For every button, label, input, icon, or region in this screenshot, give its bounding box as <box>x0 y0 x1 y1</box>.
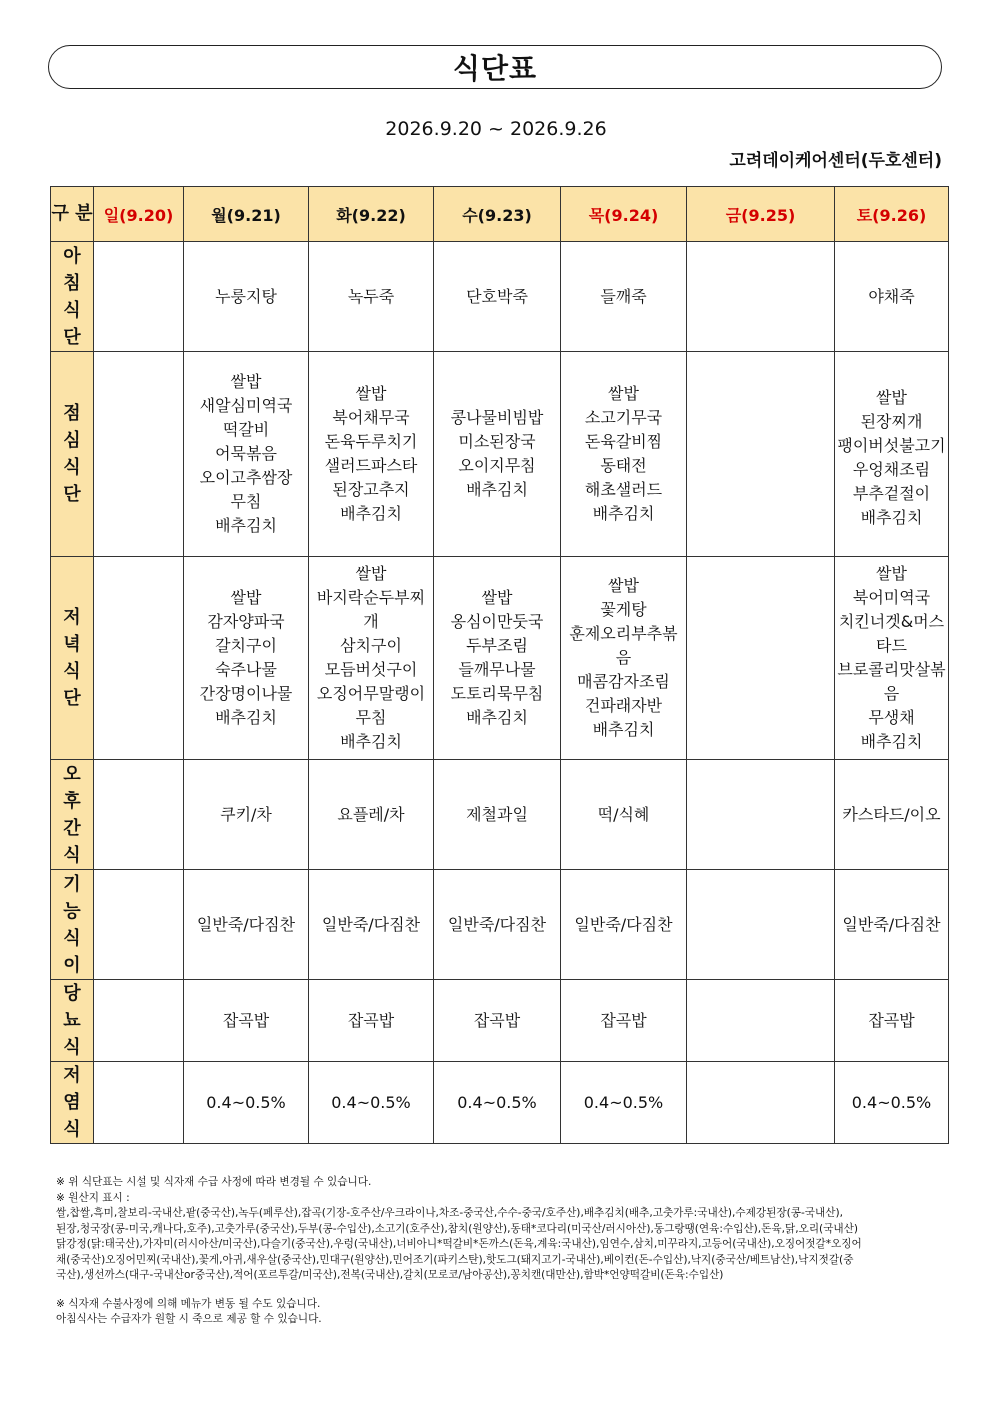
menu-item: 타드 <box>876 636 907 655</box>
meal-row <box>51 557 949 760</box>
menu-cell <box>687 870 835 980</box>
menu-cell <box>309 557 434 760</box>
menu-cell <box>94 557 184 760</box>
menu-cell <box>687 1062 835 1144</box>
row-label <box>51 1062 94 1144</box>
menu-item: 돈육갈비찜 <box>584 432 663 451</box>
menu-cell <box>94 760 184 870</box>
menu-item: 해초샐러드 <box>584 480 663 499</box>
menu-item: 0.4~0.5% <box>583 1092 664 1112</box>
menu-item: 음 <box>883 684 900 703</box>
day-header: 토(9.26) <box>835 187 949 242</box>
menu-item: 배추김치 <box>340 732 402 751</box>
row-label <box>51 980 94 1062</box>
menu-item: 일반죽/다짐찬 <box>196 914 296 934</box>
note-line: 된장,청국장(콩-미국,캐나다,호주),고춧가루(중국산),두부(콩-수입산),소고기(호주산),참치(원양산),동태*코다리(미국산/러시아산),동그랑땡(연육:수입산),돈육,닭,오리(국내산) <box>56 1222 859 1235</box>
menu-cell <box>309 760 434 870</box>
menu-item: 치킨너겟&머스 <box>838 612 945 631</box>
menu-item: 바지락순두부찌 <box>316 588 426 607</box>
menu-item: 일반죽/다짐찬 <box>842 914 941 934</box>
menu-cell <box>561 1062 687 1144</box>
menu-item: 무침 <box>230 492 262 511</box>
menu-item: 들깨죽 <box>600 286 647 306</box>
menu-item: 우엉채조림 <box>852 460 931 479</box>
note-line: 채(중국산)오징어민찌(국내산),꽃게,아귀,새우살(중국산),민대구(원양산),민어조기(파키스탄),핫도그(돼지고기-국내산),베이컨(돈-수입산),낙지(중국산/베트남산),낙지젓갈(중 <box>56 1253 854 1266</box>
menu-item: 브로콜리맛살볶 <box>837 660 946 679</box>
menu-cell <box>184 980 309 1062</box>
row-label-char: 간 <box>63 817 81 839</box>
menu-item: 쌀밥 <box>608 384 639 403</box>
menu-item: 야채죽 <box>868 286 915 306</box>
menu-item: 쌀밥 <box>355 384 387 403</box>
menu-cell <box>94 980 184 1062</box>
notes <box>56 1175 938 1328</box>
menu-item: 된장고추지 <box>332 480 410 499</box>
row-label-char: 녁 <box>63 634 81 655</box>
day-header: 금(9.25) <box>687 187 835 242</box>
menu-item: 콩나물비빔밥 <box>450 408 544 427</box>
menu-item: 쌀밥 <box>481 588 513 607</box>
menu-item: 제철과일 <box>466 804 528 824</box>
menu-item: 오징어무말랭이 <box>316 684 426 703</box>
meal-row <box>51 1062 949 1144</box>
menu-item: 단호박죽 <box>466 286 528 306</box>
menu-item: 누룽지탕 <box>215 286 277 306</box>
row-label-char: 기 <box>63 873 81 895</box>
menu-cell <box>561 980 687 1062</box>
notes-gap <box>56 1284 938 1297</box>
menu-cell <box>835 980 949 1062</box>
menu-cell <box>94 1062 184 1144</box>
corner-cell <box>51 187 94 242</box>
note-line: ※ 식자재 수불사정에 의해 메뉴가 변동 될 수도 있습니다. <box>56 1297 321 1310</box>
menu-body <box>51 242 949 1144</box>
menu-item: 매콤감자조림 <box>577 672 670 691</box>
menu-item: 일반죽/다짐찬 <box>447 914 547 934</box>
menu-item: 어묵볶음 <box>215 444 277 463</box>
note-line: 닭강정(닭:태국산),가자미(러시아산/미국산),다슬기(중국산),우렁(국내산),너비아니*떡갈비*돈까스(돈육,계육:국내산),임연수,삼치,미꾸라지,고등어(국내산),오징어젓갈*오징어 <box>56 1238 862 1250</box>
menu-item: 두부조림 <box>466 636 528 655</box>
menu-item <box>835 378 948 386</box>
day-header: 화(9.22) <box>309 187 434 242</box>
page-title: 식단표 <box>452 52 538 85</box>
menu-cell <box>434 557 561 760</box>
menu-item: 배추김치 <box>592 720 655 739</box>
row-label-char: 염 <box>63 1092 81 1113</box>
menu-item: 꽃게탕 <box>600 600 647 619</box>
menu-item: 배추김치 <box>860 508 923 527</box>
menu-item: 미소된장국 <box>458 432 536 451</box>
menu-item: 0.4~0.5% <box>851 1092 932 1112</box>
menu-cell <box>94 242 184 352</box>
meal-row <box>51 760 949 870</box>
menu-item: 배추김치 <box>466 708 528 727</box>
row-label-char: 점 <box>63 403 81 424</box>
day-header: 목(9.24) <box>561 187 687 242</box>
title-box <box>48 45 942 89</box>
menu-cell <box>94 870 184 980</box>
note-line: 국산),생선까스(대구-국내산or중국산),적어(포르투갈/미국산),전복(국내산),갈치(모로코/남아공산),꽁치캔(대만산),함박*언양떡갈비(돈육:수입산) <box>56 1269 724 1281</box>
menu-item: 잡곡밥 <box>600 1010 647 1030</box>
menu-cell <box>184 352 309 557</box>
menu-item: 배추김치 <box>215 708 277 727</box>
center-name: 고려데이케어센터(두호센터) <box>729 151 942 171</box>
row-label <box>51 352 94 557</box>
menu-cell <box>434 242 561 352</box>
row-label-char: 저 <box>63 607 81 628</box>
menu-cell <box>561 352 687 557</box>
menu-item: 잡곡밥 <box>347 1010 395 1030</box>
row-label-char: 단 <box>63 688 81 709</box>
menu-item: 일반죽/다짐찬 <box>321 914 421 934</box>
menu-item: 모듬버섯구이 <box>324 660 418 679</box>
row-label-char: 식 <box>63 1119 81 1140</box>
menu-item: 배추김치 <box>860 732 923 751</box>
menu-item: 쿠키/차 <box>220 804 272 824</box>
menu-item: 건파래자반 <box>584 696 663 715</box>
menu-cell <box>687 980 835 1062</box>
menu-cell <box>309 242 434 352</box>
menu-item: 옹심이만둣국 <box>450 612 544 631</box>
note-line: 아침식사는 수급자가 원할 시 죽으로 제공 할 수 있습니다. <box>56 1313 322 1325</box>
header-row <box>51 187 949 242</box>
menu-item: 쌀밥 <box>355 564 387 583</box>
menu-item: 잡곡밥 <box>868 1010 915 1030</box>
menu-item: 잡곡밥 <box>473 1010 521 1030</box>
menu-cell <box>687 760 835 870</box>
menu-cell <box>561 870 687 980</box>
menu-cell <box>184 557 309 760</box>
menu-cell <box>561 557 687 760</box>
meal-row <box>51 352 949 557</box>
menu-cell <box>184 1062 309 1144</box>
menu-cell <box>835 242 949 352</box>
row-label-char: 식 <box>63 1037 81 1058</box>
corner-label-2: 분 <box>75 203 93 224</box>
row-label-char: 식 <box>63 661 81 682</box>
row-label-char: 아 <box>63 245 81 267</box>
row-label <box>51 870 94 980</box>
row-label-char: 후 <box>63 790 81 812</box>
menu-item: 동태전 <box>600 456 647 475</box>
menu-cell <box>434 870 561 980</box>
menu-item: 0.4~0.5% <box>206 1092 286 1112</box>
menu-item: 잡곡밥 <box>222 1010 270 1030</box>
menu-item: 배추김치 <box>466 480 528 499</box>
menu-cell <box>561 760 687 870</box>
row-label-char: 식 <box>63 457 81 478</box>
row-label-char: 단 <box>63 326 81 348</box>
menu-item: 돈육두루치기 <box>324 432 418 451</box>
menu-item: 소고기무국 <box>584 408 663 427</box>
menu-cell <box>687 242 835 352</box>
menu-item: 훈제오리부추볶 <box>569 624 678 643</box>
menu-cell <box>835 870 949 980</box>
menu-item: 된장찌개 <box>860 412 923 431</box>
menu-cell <box>184 760 309 870</box>
row-label-char: 저 <box>63 1065 81 1086</box>
menu-cell <box>835 352 949 557</box>
menu-item: 샐러드파스타 <box>324 456 418 475</box>
menu-item: 북어미역국 <box>852 588 931 607</box>
menu-item: 쌀밥 <box>230 588 262 607</box>
menu-item: 새알심미역국 <box>199 396 293 415</box>
menu-item: 카스타드/이오 <box>842 804 941 824</box>
menu-item: 0.4~0.5% <box>331 1092 411 1112</box>
menu-cell <box>434 760 561 870</box>
menu-item: 떡갈비 <box>222 420 270 439</box>
row-label-char: 식 <box>63 299 81 321</box>
menu-item: 배추김치 <box>592 504 655 523</box>
menu-item: 음 <box>615 648 632 667</box>
row-label-char: 이 <box>63 954 81 976</box>
row-label-char: 침 <box>63 272 81 294</box>
menu-item: 배추김치 <box>340 504 402 523</box>
menu-cell <box>184 870 309 980</box>
menu-item: 무생채 <box>868 708 915 727</box>
menu-item: 숙주나물 <box>215 660 277 679</box>
menu-item: 삼치구이 <box>340 636 402 655</box>
menu-item: 떡/식혜 <box>597 804 650 824</box>
menu-item: 요플레/차 <box>337 804 405 824</box>
menu-cell <box>184 242 309 352</box>
row-label-char: 오 <box>63 763 81 785</box>
row-label <box>51 557 94 760</box>
menu-item: 0.4~0.5% <box>457 1092 537 1112</box>
menu-item: 오이지무침 <box>458 456 536 475</box>
date-range: 2026.9.20 ~ 2026.9.26 <box>385 118 607 140</box>
menu-cell <box>309 870 434 980</box>
menu-cell <box>561 242 687 352</box>
menu-item: 녹두죽 <box>347 286 395 306</box>
menu-cell <box>835 760 949 870</box>
row-label-char: 단 <box>63 484 81 505</box>
menu-cell <box>434 980 561 1062</box>
menu-cell <box>687 557 835 760</box>
menu-table <box>50 186 949 1144</box>
menu-item: 간장명이나물 <box>199 684 293 703</box>
menu-item: 쌀밥 <box>230 372 262 391</box>
menu-item: 감자양파국 <box>207 612 285 631</box>
menu-item: 쌀밥 <box>876 388 907 407</box>
row-label <box>51 760 94 870</box>
row-label-char: 식 <box>63 927 81 949</box>
meal-row <box>51 242 949 352</box>
menu-item: 일반죽/다짐찬 <box>574 914 673 934</box>
row-label-char: 능 <box>63 900 81 922</box>
menu-item: 쌀밥 <box>608 576 639 595</box>
menu-cell <box>835 557 949 760</box>
menu-item: 배추김치 <box>215 516 277 535</box>
menu-item: 무침 <box>355 708 387 727</box>
row-label-char: 심 <box>63 430 81 451</box>
row-label-char: 식 <box>63 844 81 866</box>
menu-item: 갈치구이 <box>215 636 277 655</box>
row-label-char: 뇨 <box>63 1010 81 1031</box>
day-header: 수(9.23) <box>434 187 561 242</box>
row-label <box>51 242 94 352</box>
menu-item: 북어채무국 <box>332 408 410 427</box>
menu-cell <box>309 980 434 1062</box>
menu-item: 도토리묵무침 <box>450 684 544 703</box>
menu-item: 개 <box>363 612 379 631</box>
note-line: ※ 원산지 표시 : <box>56 1191 130 1204</box>
day-header: 월(9.21) <box>184 187 309 242</box>
day-header: 일(9.20) <box>94 187 184 242</box>
menu-cell <box>434 1062 561 1144</box>
meal-row <box>51 980 949 1062</box>
corner-label-1: 구 <box>51 203 69 224</box>
menu-cell <box>434 352 561 557</box>
note-line: ※ 위 식단표는 시설 및 식자재 수급 사정에 따라 변경될 수 있습니다. <box>56 1176 372 1188</box>
menu-cell <box>309 352 434 557</box>
menu-cell <box>835 1062 949 1144</box>
menu-item: 쌀밥 <box>876 564 907 583</box>
menu-item: 오이고추쌈장 <box>199 468 293 487</box>
menu-cell <box>309 1062 434 1144</box>
menu-item: 들깨무나물 <box>458 660 536 679</box>
row-label-char: 당 <box>63 983 81 1004</box>
meal-row <box>51 870 949 980</box>
note-line: 쌀,찹쌀,흑미,찰보리-국내산,팥(중국산),녹두(페루산),잡곡(기장-호주산/우크라이나,차조-중국산,수수-중국/호주산),배추김치(배추,고춧가루:국내산),수제강된장(콩-국내산), <box>56 1207 843 1219</box>
menu-item: 팽이버섯불고기 <box>837 436 946 455</box>
menu-item: 부추겉절이 <box>852 484 931 503</box>
menu-cell <box>94 352 184 557</box>
menu-cell <box>687 352 835 557</box>
